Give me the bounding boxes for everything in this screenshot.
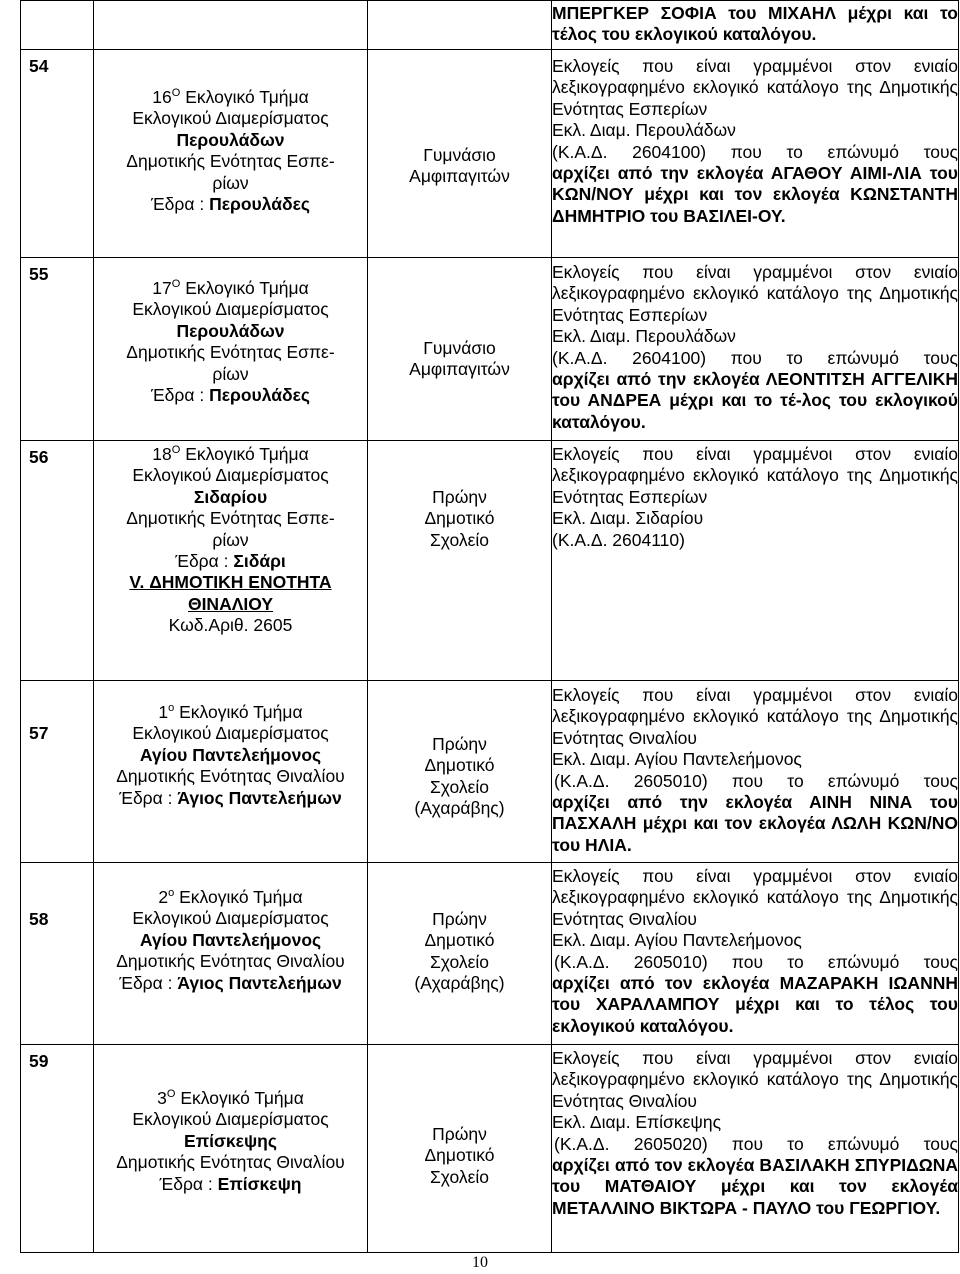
section-district-name: Επίσκεψης: [184, 1130, 277, 1151]
location-line: Πρώην: [432, 487, 487, 507]
description-range: αρχίζει από την εκλογέα ΑΙΝΗ ΝΙΝΑ του ΠΑΣΧΑΛΗ μέχρι και τον εκλογέα ΛΩΛΗ ΚΩΝ/ΝΟ του ΗΛΙΑ.: [552, 792, 958, 855]
section-unit-cont: ρίων: [212, 363, 249, 384]
table-row: [21, 50, 959, 258]
description-cell: [552, 681, 959, 863]
location-cell: [368, 258, 552, 441]
location-line: Δημοτικό: [424, 755, 495, 776]
row-number: 57: [29, 723, 49, 743]
location-line: Δημοτικό: [424, 508, 495, 529]
description-code: (Κ.Α.Δ. 2605010) που το επώνυμό τους: [554, 951, 958, 972]
section-cell: [94, 863, 368, 1045]
row-number: 58: [29, 909, 49, 929]
location-cell: [368, 1, 552, 50]
description-cell: [552, 441, 959, 681]
section-seat: Έδρα : Περουλάδες: [150, 194, 311, 215]
continuation-text: ΜΠΕΡΓΚΕΡ ΣΟΦΙΑ του ΜΙΧΑΗΛ μέχρι και το τέλος του εκλογικού καταλόγου.: [552, 3, 958, 45]
table-row: [21, 258, 959, 441]
row-number-cell: [21, 258, 94, 441]
description-range: αρχίζει από την εκλογέα ΑΓΑΘΟΥ ΑΙΜΙ-ΛΙΑ του ΚΩΝ/ΝΟΥ μέχρι και τον εκλογέα ΚΩΝΣΤΑΝΤΗ ΔΗΜΗΤΡΙΟ του ΒΑΣΙΛΕΙ-ΟΥ.: [552, 163, 958, 226]
location-line: Γυμνάσιο: [423, 338, 496, 358]
description-cell: [552, 258, 959, 441]
location-line: Σχολείο: [429, 1166, 490, 1187]
section-title: $16^O$ Εκλογικό Τμήμα: [152, 87, 309, 107]
description-district: Εκλ. Διαμ. Περουλάδων: [552, 326, 736, 347]
row-number: 59: [29, 1051, 49, 1071]
section-cell: [94, 441, 368, 681]
section-header-title-cont: ΘΙΝΑΛΙΟΥ: [187, 593, 274, 614]
description-text: Εκλογείς που είναι γραμμένοι στον ενιαίο λεξικογραφημένο εκλογικό κατάλογο της Δημοτικής Ενότητας Θιναλίου: [552, 866, 958, 929]
location-line: Δημοτικό: [424, 1145, 495, 1166]
description-text: Εκλογείς που είναι γραμμένοι στον ενιαίο λεξικογραφημένο εκλογικό κατάλογο της Δημοτικής Ενότητας Εσπερίων: [552, 56, 958, 119]
location-line: Σχολείο: [429, 529, 490, 550]
section-district: Εκλογικού Διαμερίσματος: [132, 908, 329, 929]
location-line: Σχολείο: [429, 951, 490, 972]
description-code: (Κ.Α.Δ. 2604100) που το επώνυμό τους: [552, 347, 958, 368]
section-seat: Έδρα : Άγιος Παντελεήμων: [119, 787, 342, 808]
page-number: 10: [472, 1254, 488, 1271]
section-district: Εκλογικού Διαμερίσματος: [132, 299, 329, 320]
section-cell: [94, 1045, 368, 1253]
description-district: Εκλ. Διαμ. Αγίου Παντελεήμονος: [552, 749, 802, 770]
description-district: Εκλ. Διαμ. Σιδαρίου: [552, 508, 704, 529]
section-header-code: Κωδ.Αριθ. 2605: [168, 615, 293, 636]
section-unit: Δημοτικής Ενότητας Εσπε-: [126, 342, 335, 363]
location-cell: [368, 863, 552, 1045]
description-text: Εκλογείς που είναι γραμμένοι στον ενιαίο λεξικογραφημένο εκλογικό κατάλογο της Δημοτικής Ενότητας Θιναλίου: [552, 1048, 958, 1111]
location-line: Πρώην: [432, 734, 487, 754]
description-cell: [552, 1, 959, 50]
location-line: Αμφιπαγιτών: [409, 166, 510, 187]
section-district-name: Σιδαρίου: [193, 486, 268, 507]
location-line: Σχολείο: [429, 776, 490, 797]
location-line: (Αχαράβης): [414, 798, 505, 819]
table-row: [21, 681, 959, 863]
section-unit: Δημοτικής Ενότητας Εσπε-: [126, 151, 335, 172]
description-code: (Κ.Α.Δ. 2605010) που το επώνυμό τους: [554, 770, 958, 791]
location-line: Πρώην: [432, 909, 487, 929]
description-range: αρχίζει από την εκλογέα ΛΕΟΝΤΙΤΣΗ ΑΓΓΕΛΙΚΗ του ΑΝΔΡΕΑ μέχρι και το τέ-λος του εκλογικού καταλόγου.: [552, 369, 958, 432]
description-code: (Κ.Α.Δ. 2604110): [552, 529, 685, 550]
section-district-name: Περουλάδων: [176, 129, 285, 150]
row-number-cell: [21, 863, 94, 1045]
section-title: $18^O$ Εκλογικό Τμήμα: [152, 444, 309, 464]
section-cell: [94, 50, 368, 258]
description-cell: [552, 1045, 959, 1253]
location-line: (Αχαράβης): [414, 973, 505, 994]
section-district: Εκλογικού Διαμερίσματος: [132, 723, 329, 744]
location-line: Πρώην: [432, 1124, 487, 1144]
description-code: (Κ.Α.Δ. 2604100) που το επώνυμό τους: [552, 141, 958, 162]
section-unit: Δημοτικής Ενότητας Θιναλίου: [116, 766, 345, 787]
location-cell: [368, 441, 552, 681]
table-row: [21, 1045, 959, 1253]
row-number-cell: [21, 50, 94, 258]
section-title: $3^O$ Εκλογικό Τμήμα: [157, 1088, 304, 1108]
section-seat: Έδρα : Άγιος Παντελεήμων: [119, 972, 342, 993]
section-unit-cont: ρίων: [212, 529, 249, 550]
description-district: Εκλ. Διαμ. Αγίου Παντελεήμονος: [552, 930, 802, 951]
description-cell: [552, 863, 959, 1045]
location-cell: [368, 50, 552, 258]
section-unit-cont: ρίων: [212, 172, 249, 193]
description-text: Εκλογείς που είναι γραμμένοι στον ενιαίο λεξικογραφημένο εκλογικό κατάλογο της Δημοτικής Ενότητας Θιναλίου: [552, 685, 958, 748]
table-row: [21, 863, 959, 1045]
section-district-name: Αγίου Παντελεήμονος: [139, 929, 322, 950]
section-district-name: Περουλάδων: [176, 320, 285, 341]
location-cell: [368, 1045, 552, 1253]
section-header-title: V. ΔΗΜΟΤΙΚΗ ΕΝΟΤΗΤΑ: [129, 572, 332, 593]
row-number-cell: [21, 681, 94, 863]
section-unit: Δημοτικής Ενότητας Θιναλίου: [116, 1152, 345, 1173]
section-unit: Δημοτικής Ενότητας Θιναλίου: [116, 951, 345, 972]
section-cell: [94, 1, 368, 50]
section-title: $1^o$ Εκλογικό Τμήμα: [158, 702, 303, 722]
table-row-continuation: [21, 1, 959, 50]
description-text: Εκλογείς που είναι γραμμένοι στον ενιαίο λεξικογραφημένο εκλογικό κατάλογο της Δημοτικής Ενότητας Εσπερίων: [552, 444, 958, 507]
section-district: Εκλογικού Διαμερίσματος: [132, 108, 329, 129]
row-number: 55: [29, 264, 49, 284]
description-code: (Κ.Α.Δ. 2605020) που το επώνυμό τους: [554, 1133, 958, 1154]
section-district: Εκλογικού Διαμερίσματος: [132, 1109, 329, 1130]
description-district: Εκλ. Διαμ. Επίσκεψης: [552, 1112, 722, 1133]
section-title: $2^o$ Εκλογικό Τμήμα: [158, 887, 303, 907]
section-unit: Δημοτικής Ενότητας Εσπε-: [126, 508, 335, 529]
description-text: Εκλογείς που είναι γραμμένοι στον ενιαίο λεξικογραφημένο εκλογικό κατάλογο της Δημοτικής Ενότητας Εσπερίων: [552, 262, 958, 325]
row-number: 56: [29, 447, 49, 467]
section-title: $17^O$ Εκλογικό Τμήμα: [152, 278, 309, 298]
polling-stations-table: [20, 0, 959, 1253]
location-line: Αμφιπαγιτών: [409, 359, 510, 380]
description-range: αρχίζει από τον εκλογέα ΜΑΖΑΡΑΚΗ ΙΩΑΝΝΗ του ΧΑΡΑΛΑΜΠΟΥ μέχρι και το τέλος του εκλογικού καταλόγου.: [552, 973, 958, 1036]
section-district: Εκλογικού Διαμερίσματος: [132, 465, 329, 486]
num-cell: [21, 1, 94, 50]
description-district: Εκλ. Διαμ. Περουλάδων: [552, 120, 736, 141]
table-row: [21, 441, 959, 681]
location-line: Γυμνάσιο: [423, 145, 496, 165]
section-seat: Έδρα : Σιδάρι: [175, 551, 286, 572]
location-line: Δημοτικό: [424, 930, 495, 951]
section-seat: Έδρα : Επίσκεψη: [159, 1173, 302, 1194]
section-cell: [94, 258, 368, 441]
row-number-cell: [21, 441, 94, 681]
section-seat: Έδρα : Περουλάδες: [150, 385, 311, 406]
row-number-cell: [21, 1045, 94, 1253]
location-cell: [368, 681, 552, 863]
section-cell: [94, 681, 368, 863]
description-range: αρχίζει από τον εκλογέα ΒΑΣΙΛΑΚΗ ΣΠΥΡΙΔΩΝΑ του ΜΑΤΘΑΙΟΥ μέχρι και τον εκλογέα ΜΕΤΑΛΛΙΝΟ ΒΙΚΤΩΡΑ - ΠΑΥΛΟ του ΓΕΩΡΓΙΟΥ.: [552, 1155, 958, 1218]
section-district-name: Αγίου Παντελεήμονος: [139, 744, 322, 765]
row-number: 54: [29, 56, 49, 76]
description-cell: [552, 50, 959, 258]
